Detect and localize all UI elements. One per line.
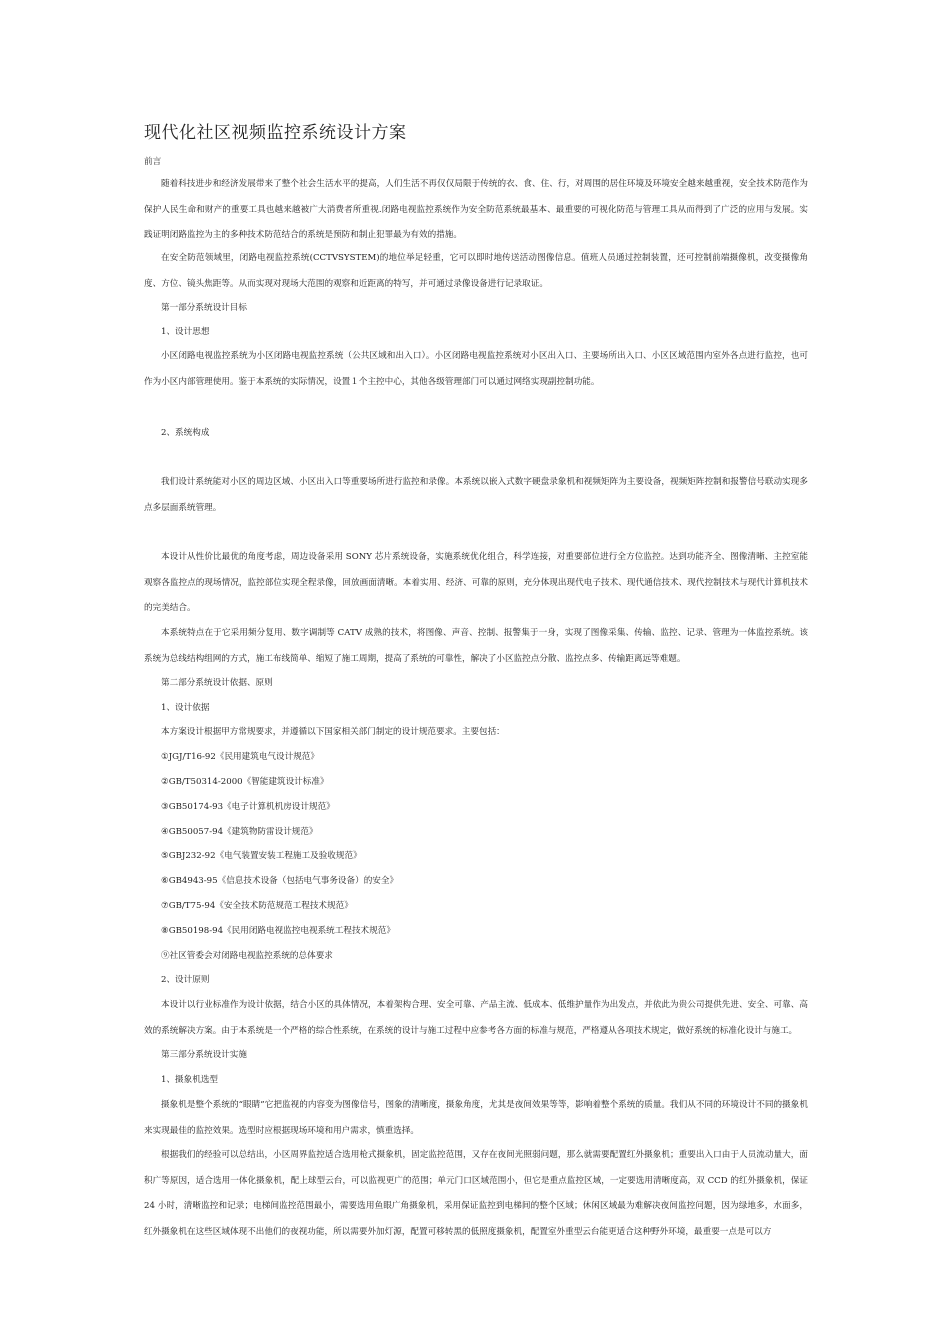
features-paragraph: 本系统特点在于它采用频分复用、数字调制等 CATV 成熟的技术，将图像、声音、控制、报警集于一身，实现了图像采集、传输、监控、记录、管理为一体监控系统。该系统为总线结构组网的方式，施工布线简单、缩短了施工周期，提高了系统的可靠性，解决了小区监控点分散、监控点多、传输距离远等难题。 [144,628,808,664]
camera-heading: 1、摄象机选型 [161,1075,219,1085]
standard-item: ⑧GB50198-94《民用闭路电视监控电视系统工程技术规范》 [161,926,395,936]
principle-heading: 2、设计原则 [161,975,210,985]
document-title: 现代化社区视频监控系统设计方案 [144,123,407,143]
security-paragraph: 在安全防范领域里，闭路电视监控系统(CCTVSYSTEM)的地位举足轻重，它可以即时地传送活动图像信息。值班人员通过控制装置，还可控制前端摄像机，改变摄像角度、方位、镜头焦距等。从而实现对现场大范围的观察和近距离的特写，并可通过录像设备进行记录取证。 [144,253,808,289]
standard-item: ④GB50057-94《建筑物防雷设计规范》 [161,827,318,837]
basis-heading: 1、设计依据 [161,703,210,713]
standard-item: ①JGJ/T16-92《民用建筑电气设计规范》 [161,752,319,762]
standard-item: ⑦GB/T75-94《安全技术防范规范工程技术规范》 [161,901,353,911]
standard-item: ③GB50174-93《电子计算机机房设计规范》 [161,802,335,812]
part2-heading: 第二部分系统设计依据、原则 [161,678,273,688]
preface-heading: 前言 [144,157,162,167]
principle-paragraph: 本设计以行业标准作为设计依据，结合小区的具体情况，本着架构合理、安全可靠、产品主流、低成本、低维护量作为出发点，并依此为贵公司提供先进、安全、可靠、高效的系统解决方案。由于本系统是一个严格的综合性系统，在系统的设计与施工过程中应参考各方面的标准与规范，严格遵从各项技术规定，做好系统的标准化设计与施工。 [144,1000,808,1036]
part3-heading: 第三部分系统设计实施 [161,1050,247,1060]
basis-paragraph: 本方案设计根据甲方常规要求，并遵循以下国家相关部门制定的设计规范要求。主要包括： [161,727,505,737]
standard-item: ⑨社区管委会对闭路电视监控系统的总体要求 [161,951,333,961]
standard-item: ②GB/T50314-2000《智能建筑设计标准》 [161,777,329,787]
intro-paragraph: 随着科技进步和经济发展带来了整个社会生活水平的提高，人们生活不再仅仅局限于传统的衣、食、住、行，对周围的居住环境及环境安全越来越重视，安全技术防范作为保护人民生命和财产的重要工具也越来越被广大消费者所重视.闭路电视监控系统作为安全防范系统最基本、最重要的可视化防范与管理工具从而得到了广泛的应用与发展。实践证明闭路监控为主的多种技术防范结合的系统是预防和制止犯罪最为有效的措施。 [144,179,808,240]
composition-paragraph: 我们设计系统能对小区的周边区域、小区出入口等重要场所进行监控和录像。本系统以嵌入式数字硬盘录象机和视频矩阵为主要设备，视频矩阵控制和报警信号联动实现多点多层面系统管理。 [144,477,808,513]
design-idea-heading: 1、设计思想 [161,327,210,337]
standard-item: ⑤GBJ232-92《电气装置安装工程施工及验收规范》 [161,851,362,861]
camera-paragraph: 摄象机是整个系统的“眼睛”它把监视的内容变为图像信号，图象的清晰度，摄象角度，尤其是夜间效果等等，影响着整个系统的质量。我们从不同的环境设计不同的摄象机来实现最佳的监控效果。选型时应根据现场环境和用户需求，慎重选择。 [144,1100,808,1136]
design-idea-paragraph: 小区闭路电视监控系统为小区闭路电视监控系统（公共区域和出入口）。小区闭路电视监控系统对小区出入口、主要场所出入口、小区区域范围内室外各点进行监控，也可作为小区内部管理使用。鉴于本系统的实际情况，设置１个主控中心，其他各级管理部门可以通过网络实现副控制功能。 [144,351,808,387]
composition-heading: 2、系统构成 [161,428,210,438]
experience-paragraph: 根据我们的经验可以总结出，小区周界监控适合选用枪式摄象机，固定监控范围，又存在夜间光照弱问题，那么就需要配置红外摄象机；重要出入口由于人员流动量大，面积广等原因，适合选用一体化摄象机，配上球型云台，可以监视更广的范围；单元门口区域范围小，但它是重点监控区域，一定要选用清晰度高，双 CCD 的红外摄象机，保证 24 小时，清晰监控和记录；电梯间监控范围最小，需要选用鱼眼广角摄象机，采用保证监控到电梯间的整个区域；休闲区域最为难解决夜间监控问题，因为绿地多，水面多，红外摄象机在这些区域体现不出他们的夜视功能，所以需要外加灯源，配置可移转黑的低照度摄象机，配置室外重型云台能更适合这种野外环境，最重要一点是可以方 [144,1150,808,1237]
standard-item: ⑥GB4943-95《信息技术设备（包括电气事务设备）的安全》 [161,876,399,886]
design-principle-paragraph: 本设计从性价比最优的角度考虑，周边设备采用 SONY 芯片系统设备，实施系统优化组合，科学连接，对重要部位进行全方位监控。达到功能齐全、图像清晰、主控室能观察各监控点的现场情况，监控部位实现全程录像，回放画面清晰。本着实用、经济、可靠的原则，充分体现出现代电子技术、现代通信技术、现代控制技术与现代计算机技术的完美结合。 [144,552,808,613]
part1-heading: 第一部分系统设计目标 [161,303,247,313]
